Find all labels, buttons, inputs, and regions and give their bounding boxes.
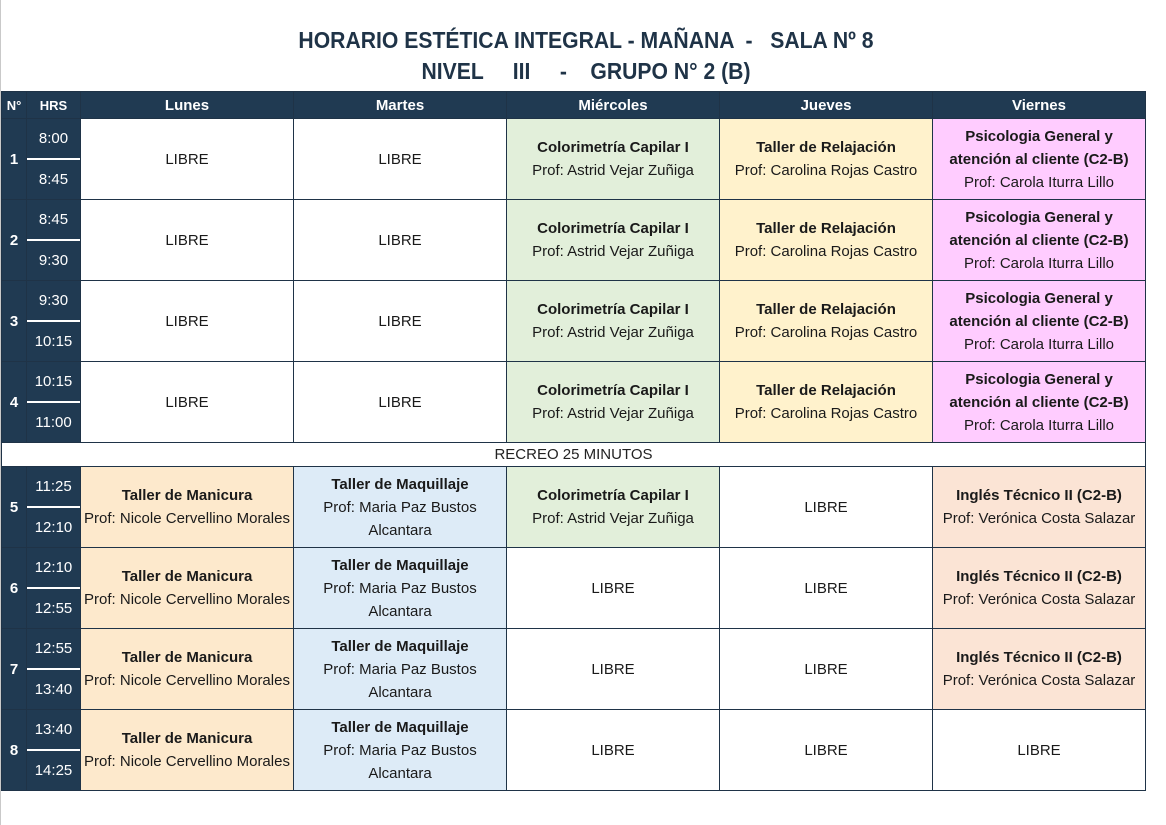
class-cell-jueves <box>720 200 933 281</box>
teacher-name: Prof: Astrid Vejar Zuñiga <box>532 243 694 260</box>
class-cell-lunes <box>81 548 294 629</box>
end-time: 12:55 <box>34 600 73 617</box>
class-cell-miercoles: LIBRE <box>507 629 720 710</box>
row-number: 2 <box>2 200 27 281</box>
class-cell-martes <box>294 548 507 629</box>
subject-name: Taller de Relajación <box>756 220 896 237</box>
subject-name: Taller de Manicura <box>121 568 253 585</box>
class-cell-martes: LIBRE <box>294 200 507 281</box>
start-time: 8:45 <box>27 200 80 241</box>
teacher-name: Prof: Astrid Vejar Zuñiga <box>532 162 694 179</box>
teacher-name: Prof: Maria Paz Bustos Alcantara <box>323 498 477 539</box>
schedule-row-6 <box>2 548 1146 629</box>
header-hrs: HRS <box>27 92 81 119</box>
teacher-name: Prof: Nicole Cervellino Morales <box>84 753 290 770</box>
class-cell-lunes <box>81 467 294 548</box>
class-cell-miercoles <box>507 362 720 443</box>
subject-name: Inglés Técnico II (C2-B) <box>956 568 1122 585</box>
teacher-name: Prof: Nicole Cervellino Morales <box>84 672 290 689</box>
teacher-name: Prof: Carola Iturra Lillo <box>963 416 1115 434</box>
class-cell-jueves <box>720 281 933 362</box>
start-time: 12:55 <box>27 629 80 670</box>
header-row <box>2 92 1146 119</box>
teacher-name: Prof: Carola Iturra Lillo <box>963 254 1115 272</box>
header-viernes: Viernes <box>933 92 1146 119</box>
subject-name: Taller de Maquillaje <box>331 475 469 493</box>
class-cell-jueves: LIBRE <box>720 629 933 710</box>
recess-row <box>2 443 1146 467</box>
subject-name: Taller de Maquillaje <box>331 556 469 574</box>
row-number: 5 <box>2 467 27 548</box>
teacher-name: Prof: Carolina Rojas Castro <box>734 324 918 341</box>
class-cell-lunes <box>81 629 294 710</box>
teacher-name: Prof: Verónica Costa Salazar <box>942 591 1136 608</box>
header-lunes: Lunes <box>81 92 294 119</box>
subject-name: Taller de Relajación <box>756 382 896 399</box>
teacher-name: Prof: Carolina Rojas Castro <box>734 405 918 422</box>
row-number: 1 <box>2 119 27 200</box>
class-cell-martes: LIBRE <box>294 119 507 200</box>
row-number: 3 <box>2 281 27 362</box>
schedule-row-4 <box>2 362 1146 443</box>
class-cell-viernes <box>933 281 1146 362</box>
schedule-title: HORARIO ESTÉTICA INTEGRAL - MAÑANA - SALA Nº 8 <box>298 27 874 53</box>
end-time: 9:30 <box>38 252 69 269</box>
class-cell-lunes: LIBRE <box>81 362 294 443</box>
schedule-row-1 <box>2 119 1146 200</box>
teacher-name: Prof: Maria Paz Bustos Alcantara <box>323 579 477 620</box>
header-jueves: Jueves <box>720 92 933 119</box>
class-cell-jueves <box>720 119 933 200</box>
class-cell-miercoles <box>507 281 720 362</box>
time-range <box>27 548 81 629</box>
class-cell-martes: LIBRE <box>294 362 507 443</box>
subject-name: Colorimetría Capilar I <box>537 382 689 399</box>
class-cell-martes <box>294 467 507 548</box>
time-range <box>27 710 81 791</box>
end-time: 12:10 <box>34 519 73 536</box>
schedule-row-3 <box>2 281 1146 362</box>
teacher-name: Prof: Carola Iturra Lillo <box>963 335 1115 353</box>
time-range <box>27 119 81 200</box>
subject-name: Inglés Técnico II (C2-B) <box>956 649 1122 666</box>
start-time: 11:25 <box>27 467 80 508</box>
subject-name: Taller de Maquillaje <box>331 637 469 655</box>
schedule-row-7 <box>2 629 1146 710</box>
end-time: 14:25 <box>34 762 73 779</box>
teacher-name: Prof: Nicole Cervellino Morales <box>84 591 290 608</box>
subject-name: Taller de Manicura <box>121 487 253 504</box>
class-cell-viernes <box>933 467 1146 548</box>
teacher-name: Prof: Nicole Cervellino Morales <box>84 510 290 527</box>
time-range <box>27 467 81 548</box>
row-number: 6 <box>2 548 27 629</box>
end-time: 10:15 <box>34 333 73 350</box>
schedule-table <box>1 91 1146 791</box>
row-number: 4 <box>2 362 27 443</box>
class-cell-viernes <box>933 548 1146 629</box>
schedule-subtitle: NIVEL III - GRUPO N° 2 (B) <box>421 58 751 84</box>
header-martes: Martes <box>294 92 507 119</box>
subject-name: Inglés Técnico II (C2-B) <box>956 487 1122 504</box>
class-cell-jueves: LIBRE <box>720 710 933 791</box>
start-time: 13:40 <box>27 710 80 751</box>
subject-name: Colorimetría Capilar I <box>537 301 689 318</box>
class-cell-martes: LIBRE <box>294 281 507 362</box>
class-cell-lunes: LIBRE <box>81 281 294 362</box>
class-cell-jueves <box>720 362 933 443</box>
subject-name: Psicologia General y atención al cliente (C2-B) <box>949 289 1129 330</box>
class-cell-miercoles: LIBRE <box>507 710 720 791</box>
time-range <box>27 281 81 362</box>
class-cell-miercoles: LIBRE <box>507 548 720 629</box>
class-cell-viernes: LIBRE <box>933 710 1146 791</box>
time-range <box>27 200 81 281</box>
recess-label: RECREO 25 MINUTOS <box>2 443 1146 467</box>
subject-name: Colorimetría Capilar I <box>537 139 689 156</box>
start-time: 10:15 <box>27 362 80 403</box>
schedule-title-block <box>0 26 1166 88</box>
class-cell-lunes: LIBRE <box>81 119 294 200</box>
subject-name: Psicologia General y atención al cliente (C2-B) <box>949 370 1129 411</box>
schedule-row-8 <box>2 710 1146 791</box>
subject-name: Taller de Maquillaje <box>331 718 469 736</box>
row-number: 7 <box>2 629 27 710</box>
teacher-name: Prof: Astrid Vejar Zuñiga <box>532 324 694 341</box>
subject-name: Psicologia General y atención al cliente (C2-B) <box>949 208 1129 249</box>
teacher-name: Prof: Verónica Costa Salazar <box>942 672 1136 689</box>
teacher-name: Prof: Carolina Rojas Castro <box>734 162 918 179</box>
subject-name: Colorimetría Capilar I <box>537 487 689 504</box>
subject-name: Taller de Manicura <box>121 730 253 747</box>
header-num: N° <box>2 92 27 119</box>
teacher-name: Prof: Maria Paz Bustos Alcantara <box>323 660 477 701</box>
header-miercoles: Miércoles <box>507 92 720 119</box>
teacher-name: Prof: Verónica Costa Salazar <box>942 510 1136 527</box>
class-cell-martes <box>294 629 507 710</box>
start-time: 12:10 <box>27 548 80 589</box>
class-cell-viernes <box>933 629 1146 710</box>
teacher-name: Prof: Astrid Vejar Zuñiga <box>532 405 694 422</box>
class-cell-viernes <box>933 200 1146 281</box>
subject-name: Colorimetría Capilar I <box>537 220 689 237</box>
class-cell-miercoles <box>507 200 720 281</box>
teacher-name: Prof: Maria Paz Bustos Alcantara <box>323 741 477 782</box>
class-cell-martes <box>294 710 507 791</box>
time-range <box>27 362 81 443</box>
schedule-row-2 <box>2 200 1146 281</box>
class-cell-miercoles <box>507 119 720 200</box>
subject-name: Taller de Manicura <box>121 649 253 666</box>
teacher-name: Prof: Carolina Rojas Castro <box>734 243 918 260</box>
end-time: 11:00 <box>35 414 72 431</box>
start-time: 9:30 <box>27 281 80 322</box>
end-time: 13:40 <box>34 681 73 698</box>
subject-name: Taller de Relajación <box>756 139 896 156</box>
subject-name: Psicologia General y atención al cliente (C2-B) <box>949 127 1129 168</box>
time-range <box>27 629 81 710</box>
class-cell-viernes <box>933 362 1146 443</box>
subject-name: Taller de Relajación <box>756 301 896 318</box>
class-cell-viernes <box>933 119 1146 200</box>
class-cell-lunes <box>81 710 294 791</box>
class-cell-lunes: LIBRE <box>81 200 294 281</box>
class-cell-jueves: LIBRE <box>720 548 933 629</box>
schedule-row-5 <box>2 467 1146 548</box>
class-cell-miercoles <box>507 467 720 548</box>
teacher-name: Prof: Carola Iturra Lillo <box>963 173 1115 191</box>
row-number: 8 <box>2 710 27 791</box>
class-cell-jueves: LIBRE <box>720 467 933 548</box>
end-time: 8:45 <box>38 171 69 188</box>
teacher-name: Prof: Astrid Vejar Zuñiga <box>532 510 694 527</box>
start-time: 8:00 <box>27 119 80 160</box>
